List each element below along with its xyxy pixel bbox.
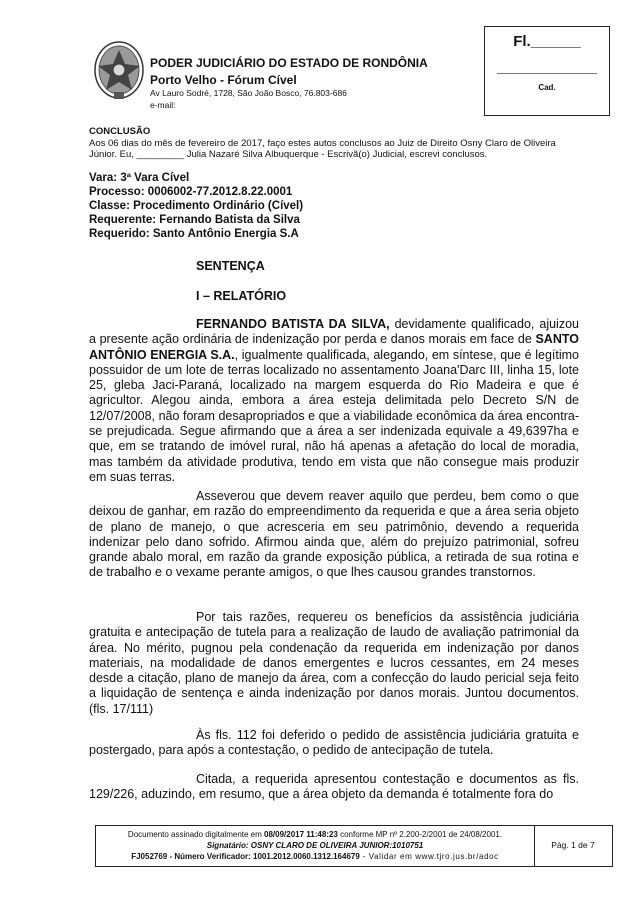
folio-divider (497, 73, 597, 74)
case-requerente: Requerente: Fernando Batista da Silva (89, 214, 300, 226)
conclusion-title: CONCLUSÃO (89, 126, 151, 137)
case-processo: Processo: 0006002-77.2012.8.22.0001 (89, 186, 293, 198)
signature-date-line: Documento assinado digitalmente em 08/09/2017 11:48:23 conforme MP nº 2.200-2/2001 de 24/08/2001. (127, 830, 503, 839)
folio-label: Fl.______ (513, 33, 581, 50)
case-requerido: Requerido: Santo Antônio Energia S.A (89, 228, 299, 240)
verifier-line: FJ052769 - Número Verificador: 1001.2012.0060.1312.164679 - Validar em www.tjro.jus.br/adoc (131, 852, 499, 861)
paragraph-2: Asseverou que devem reaver aquilo que perdeu, bem como o que deixou de ganhar, em razão do empreendimento da requerida e que a área seria objeto de plano de manejo, o que acresceria em seu patrimônio, devendo a requerida indenizar pelo dano sofrido. Afirmou ainda que, além do prejuízo patrimonial, sofreu grande abalo moral, em razão da grande exposição pública, a retirada de sua rotina e de trabalho e o vexame perante amigos, o que lhes causou grandes transtornos. (89, 489, 579, 580)
case-vara: Vara: 3ª Vara Cível (89, 172, 190, 184)
paragraph-1: FERNANDO BATISTA DA SILVA, devidamente qualificado, ajuizou a presente ação ordinária de indenização por perda e danos morais em face de SANTO ANTÔNIO ENERGIA S.A., igualmente qualificada, alegando, em síntese, que é legítimo possuidor de um lote de terras localizado no assentamento Joana'Darc III, linha 15, lote 25, gleba Jaci-Paraná, localizado na margem esquerda do Rio Madeira e que é agricultor. Alegou ainda, embora a área esteja delimitada pelo Decreto S/N de 12/07/2008, não foram desapropriados e que a viabilidade econômica da área encontra-se prejudicada. Segue afirmando que a área a ser indenizada equivale a 49,6397ha e que, em se tratando de imóvel rural, não há apenas a afetação do local de moradia, mas também da atividade produtiva, tendo em vista que não consegue mais produzir em suas terras. (89, 317, 579, 484)
paragraph-3: Por tais razões, requereu os benefícios da assistência judiciária gratuita e antecipação de tutela para a realização de laudo de avaliação patrimonial da área. No mérito, pugnou pela condenação da requerida em indenização por danos materiais, na modalidade de danos emergentes e lucros cessantes, em 24 meses desde a citação, plano de manejo da área, com a confecção do laudo pericial seja feito a liquidação de sentença e ainda indenização por danos morais. Juntou documentos. (fls. 17/111) (89, 610, 579, 716)
page-number: Pág. 1 de 7 (551, 840, 595, 850)
forum-name: Porto Velho - Fórum Cível (150, 73, 297, 87)
paragraph-5: Citada, a requerida apresentou contestação e documentos as fls. 129/226, aduzindo, em resumo, que a área objeto da demanda é totalmente fora do (89, 772, 579, 802)
defendant-name: SANTO ANTÔNIO ENERGIA S.A. (89, 332, 579, 362)
document-title: SENTENÇA (196, 259, 265, 273)
section-heading: I – RELATÓRIO (196, 289, 287, 303)
plaintiff-name: FERNANDO BATISTA DA SILVA, (196, 317, 390, 331)
signature-footer (95, 825, 613, 867)
case-info (89, 171, 303, 241)
folio-box (484, 26, 610, 116)
conclusion-text: Aos 06 dias do mês de fevereiro de 2017, faço estes autos conclusos ao Juiz de Direito Osny Claro de Oliveira Júnior. Eu, _________ Julia Nazaré Silva Albuquerque - Escrivã(o) Judicial, escrevi conclusos. (89, 138, 556, 160)
signatory-line: Signatário: OSNY CLARO DE OLIVEIRA JUNIOR:1010751 (206, 841, 424, 850)
case-classe: Classe: Procedimento Ordinário (Cível) (89, 200, 304, 212)
folio-cad: Cad. (538, 83, 556, 92)
paragraph-4: Às fls. 112 foi deferido o pedido de assistência judiciária gratuita e postergado, para após a contestação, o pedido de antecipação de tutela. (89, 728, 579, 758)
signature-info (96, 826, 535, 866)
court-address: Av Lauro Sodré, 1728, São João Bosco, 76.803-686 (150, 88, 347, 98)
court-name: PODER JUDICIÁRIO DO ESTADO DE RONDÔNIA (150, 56, 428, 70)
coat-of-arms-icon (94, 40, 144, 102)
court-email: e-mail: (150, 100, 176, 110)
